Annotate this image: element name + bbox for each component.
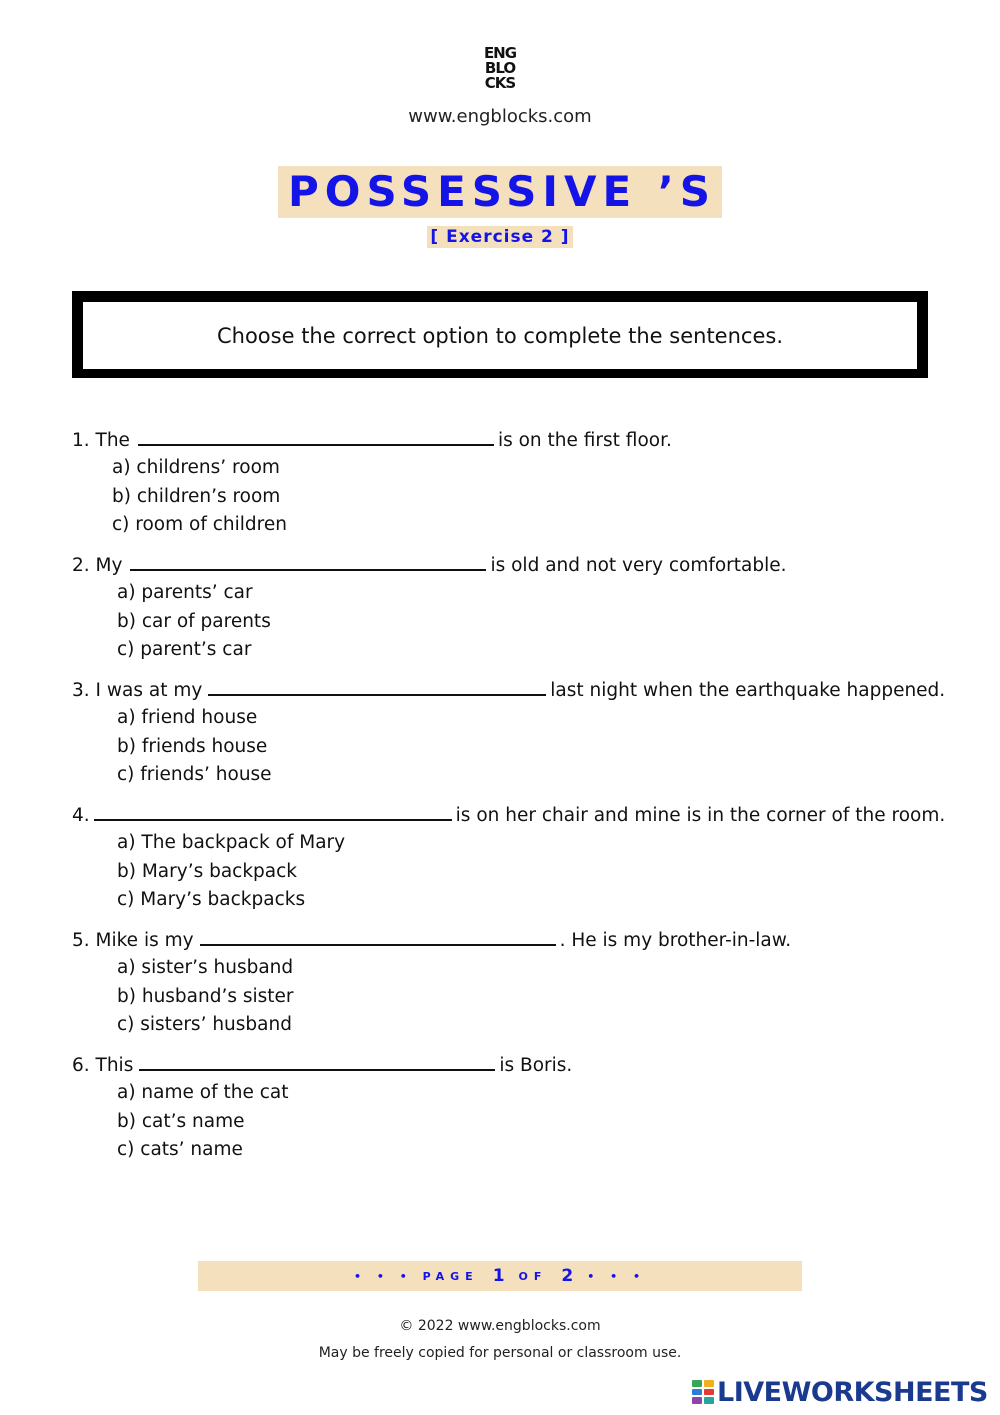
answer-blank-6[interactable] [139, 1051, 495, 1071]
instructions-text: Choose the correct option to complete the sentences. [216, 323, 783, 348]
question-4: 4. is on her chair and mine is in the corner of the room. [72, 801, 942, 825]
option-1c[interactable]: c) room of children [112, 514, 287, 535]
answer-blank-5[interactable] [200, 926, 556, 946]
option-5c[interactable]: c) sisters’ husband [117, 1014, 292, 1035]
option-1a[interactable]: a) childrens’ room [112, 457, 280, 478]
liveworksheets-brand: LIVEWORKSHEETS [717, 1376, 988, 1408]
current-page: 1 [492, 1266, 505, 1286]
liveworksheets-logo [692, 1375, 992, 1409]
instructions-box [72, 291, 928, 378]
option-4c[interactable]: c) Mary’s backpacks [117, 889, 306, 910]
answer-blank-1[interactable] [138, 426, 494, 446]
option-6a[interactable]: a) name of the cat [117, 1082, 289, 1103]
exercise-subtitle: [ Exercise 2 ] [427, 226, 572, 248]
option-6b[interactable]: b) cat’s name [117, 1111, 245, 1132]
question-6: 6. This is Boris. [72, 1051, 942, 1075]
option-5a[interactable]: a) sister’s husband [117, 957, 294, 978]
option-2b[interactable]: b) car of parents [117, 611, 271, 632]
option-5b[interactable]: b) husband’s sister [117, 986, 294, 1007]
option-3a[interactable]: a) friend house [117, 707, 258, 728]
total-pages: 2 [561, 1266, 574, 1286]
license-note: May be freely copied for personal or classroom use. [318, 1345, 682, 1361]
question-1: 1. The is on the first floor. [72, 426, 942, 450]
question-2: 2. My is old and not very comfortable. [72, 551, 942, 575]
option-2c[interactable]: c) parent’s car [117, 639, 252, 660]
question-5: 5. Mike is my . He is my brother-in-law. [72, 926, 942, 950]
website-url: www.engblocks.com [408, 106, 592, 127]
option-1b[interactable]: b) children’s room [112, 486, 281, 507]
question-3: 3. I was at my last night when the earthquake happened. [72, 676, 942, 700]
option-4b[interactable]: b) Mary’s backpack [117, 861, 298, 882]
liveworksheets-icon [692, 1380, 714, 1404]
option-3c[interactable]: c) friends’ house [117, 764, 272, 785]
answer-blank-3[interactable] [208, 676, 546, 696]
engblocks-logo: ENG BLO CKS [483, 44, 517, 92]
answer-blank-4[interactable] [94, 801, 452, 821]
page-title: POSSESSIVE ’S [278, 166, 722, 218]
answer-blank-2[interactable] [130, 551, 486, 571]
option-6c[interactable]: c) cats’ name [117, 1139, 243, 1160]
option-4a[interactable]: a) The backpack of Mary [117, 832, 346, 853]
page-indicator: • • • PAGE 1 OF 2 • • • [198, 1261, 802, 1291]
option-2a[interactable]: a) parents’ car [117, 582, 253, 603]
option-3b[interactable]: b) friends house [117, 736, 268, 757]
copyright: © 2022 www.engblocks.com [399, 1318, 601, 1334]
